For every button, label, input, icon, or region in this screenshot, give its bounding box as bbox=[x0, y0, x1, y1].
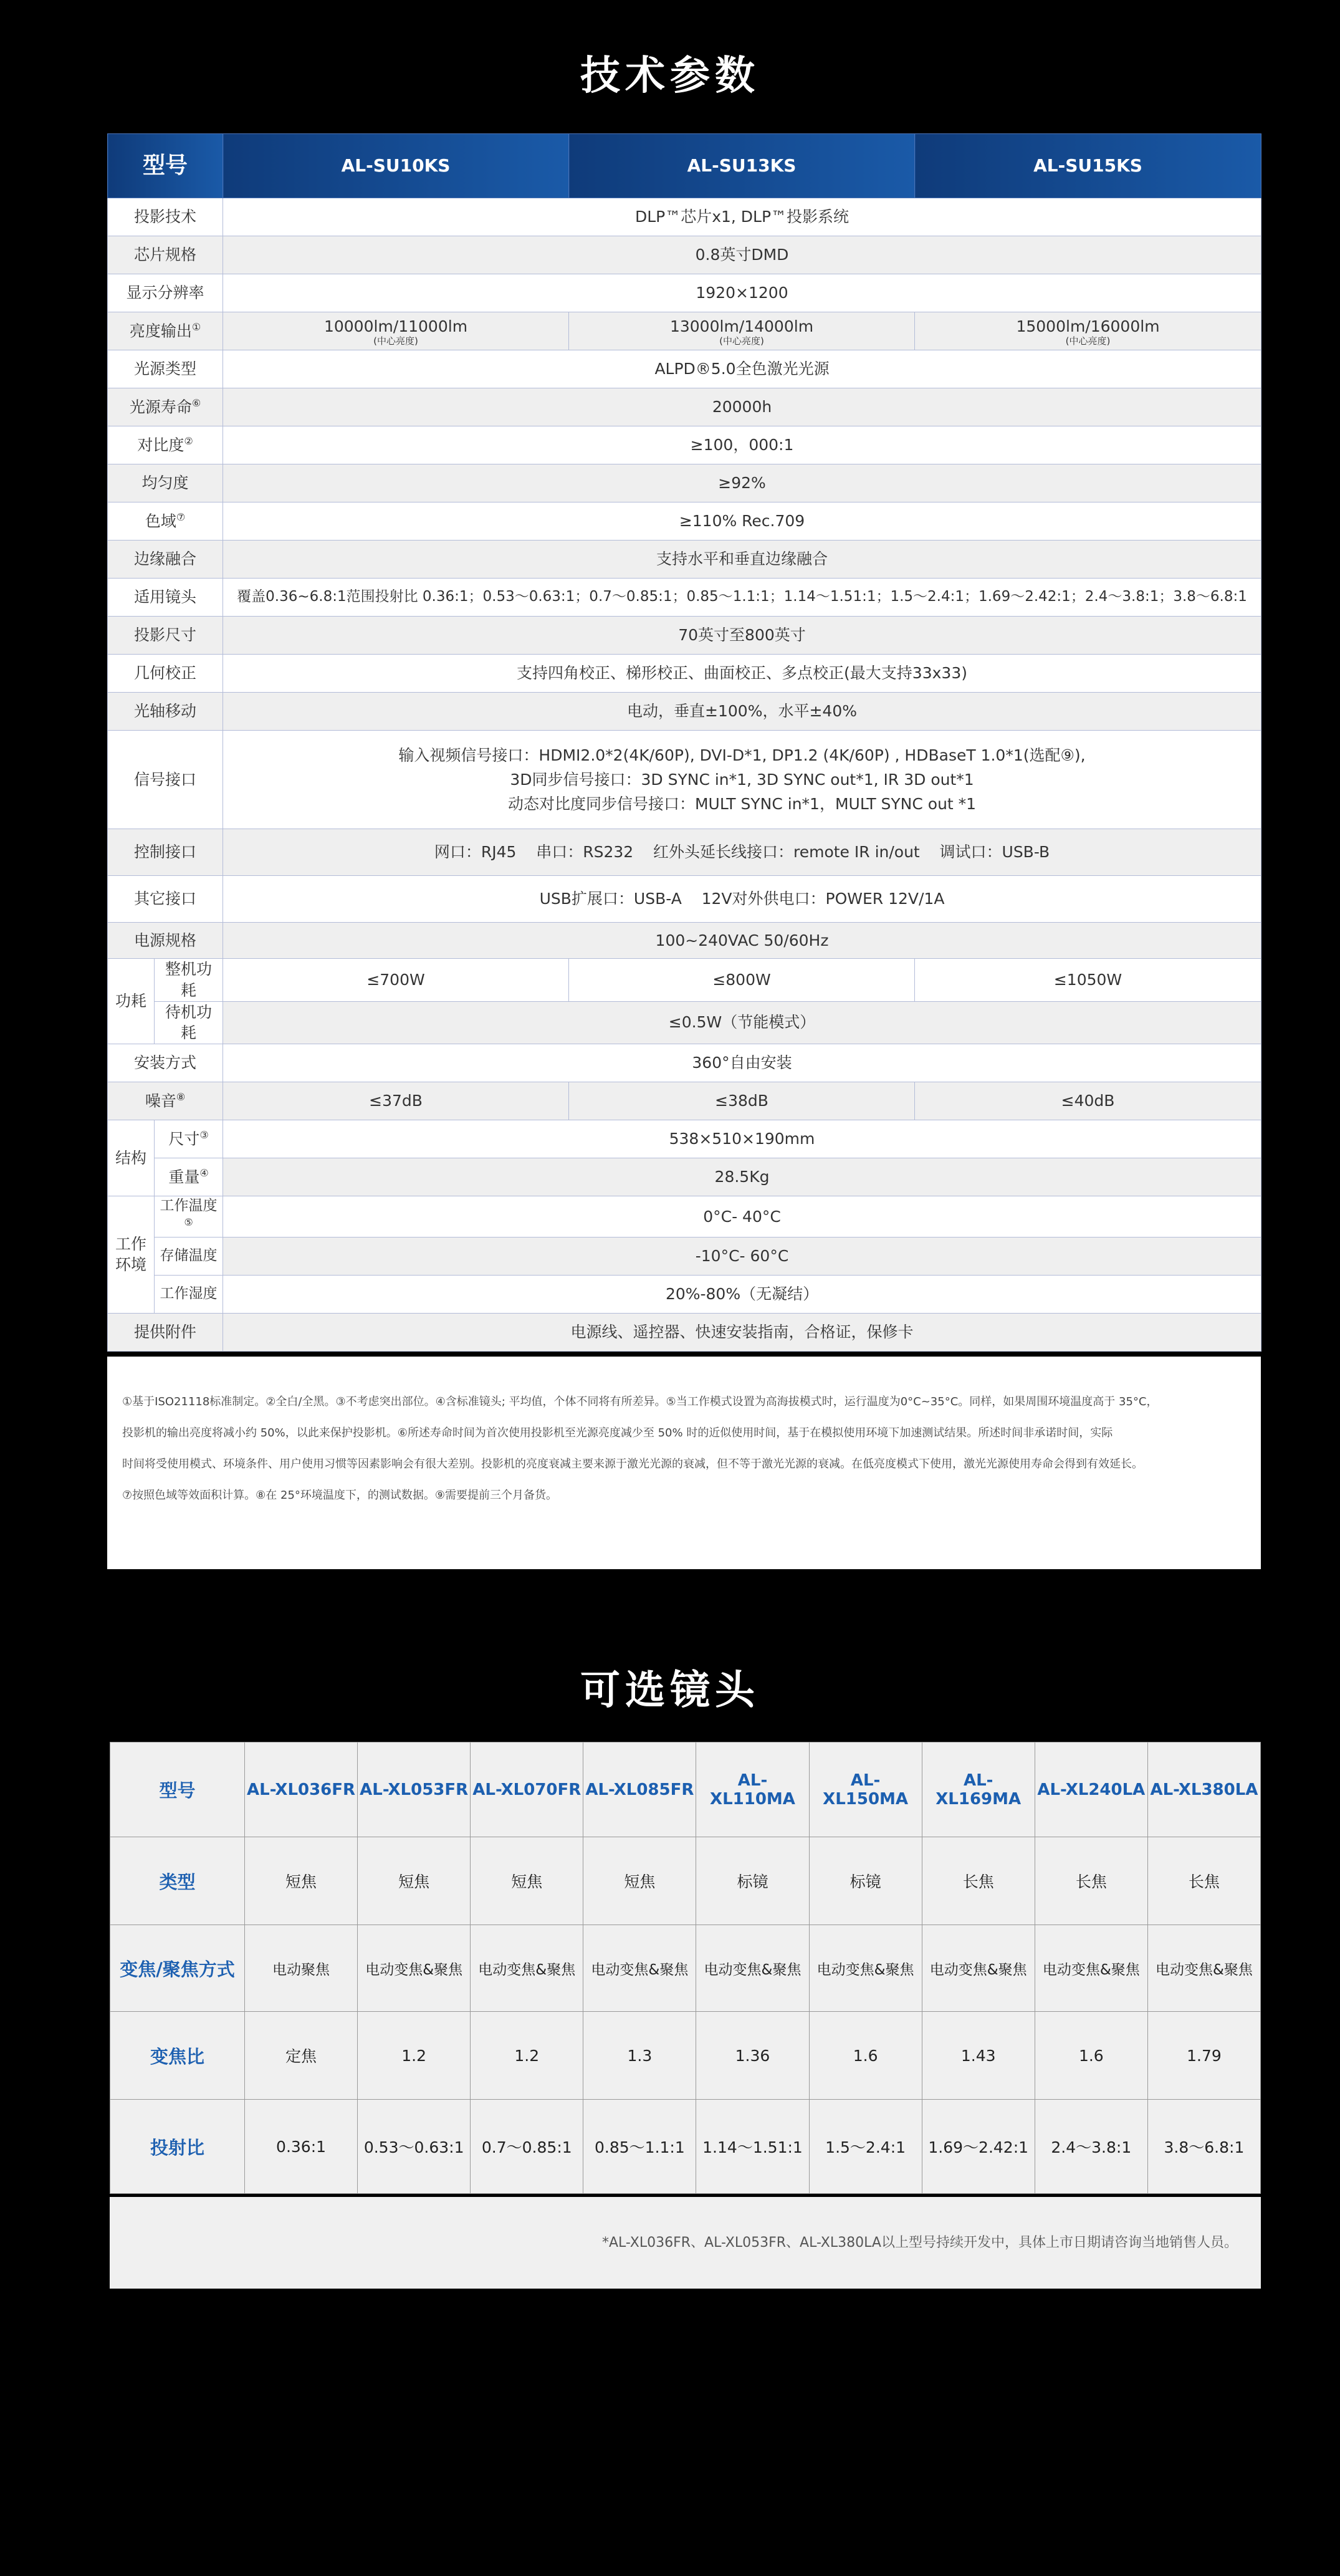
row-label: 待机功耗 bbox=[155, 1001, 223, 1044]
row-label: 边缘融合 bbox=[108, 541, 223, 579]
lens-cell: 短焦 bbox=[583, 1837, 696, 1925]
lens-cell: AL-XL053FR bbox=[358, 1742, 471, 1837]
row-label: 信号接口 bbox=[108, 731, 223, 829]
row-life bbox=[108, 388, 1261, 426]
row-operating-temp bbox=[108, 1196, 1261, 1238]
footnote-mark: ⑦ bbox=[176, 511, 186, 523]
center-note: (中心亮度) bbox=[719, 335, 764, 347]
lens-cell: AL-XL070FR bbox=[471, 1742, 583, 1837]
lens-cell: 1.3 bbox=[583, 2012, 696, 2100]
row-value: USB扩展口：USB-A 12V对外供电口：POWER 12V/1A bbox=[223, 876, 1261, 923]
lens-cell: 电动变焦&聚焦 bbox=[809, 1925, 922, 2012]
row-label bbox=[155, 1158, 223, 1196]
row-label: 存储温度 bbox=[155, 1237, 223, 1275]
lens-row-label: 变焦比 bbox=[110, 2012, 245, 2100]
lens-cell: 电动变焦&聚焦 bbox=[922, 1925, 1035, 2012]
lens-cell: 定焦 bbox=[245, 2012, 358, 2100]
lens-cell: 1.2 bbox=[358, 2012, 471, 2100]
label-text: 色域 bbox=[145, 512, 176, 531]
row-value: 覆盖0.36~6.8:1范围投射比 0.36:1；0.53～0.63:1；0.7～0.85:1；0.85～1.1:1；1.14～1.51:1；1.5～2.4:1；1.69～2.42:1；2.4～3.8:1；3.8～6.8:1 bbox=[223, 579, 1261, 617]
lens-cell: 电动变焦&聚焦 bbox=[358, 1925, 471, 2012]
row-power-full bbox=[108, 959, 1261, 1002]
footnote-mark: ② bbox=[184, 435, 193, 447]
row-projection-tech bbox=[108, 198, 1261, 236]
row-value: DLP™芯片x1, DLP™投影系统 bbox=[223, 198, 1261, 236]
footnote-mark: ① bbox=[191, 320, 201, 333]
row-install bbox=[108, 1044, 1261, 1082]
label-text: 尺寸 bbox=[168, 1130, 200, 1148]
lens-table bbox=[110, 1742, 1261, 2194]
lens-cell: 短焦 bbox=[245, 1837, 358, 1925]
row-label: 光源类型 bbox=[108, 350, 223, 388]
row-value: 360°自由安装 bbox=[223, 1044, 1261, 1082]
footnote-line: ①基于ISO21118标准制定。②全白/全黑。③不考虑突出部位。④含标准镜头; 平均值，个体不同将有所差异。⑤当工作模式设置为高海拔模式时，运行温度为0°C~35°C。同样，如果周围环境温度高于 35°C， bbox=[122, 1395, 1158, 1408]
row-label bbox=[108, 312, 223, 350]
row-label bbox=[108, 426, 223, 464]
group-label-environment bbox=[108, 1196, 155, 1314]
row-label: 整机功耗 bbox=[155, 959, 223, 1002]
lens-cell: 2.4～3.8:1 bbox=[1035, 2100, 1147, 2194]
footnote-mark: ③ bbox=[199, 1128, 209, 1141]
row-label: 投影技术 bbox=[108, 198, 223, 236]
row-gamut bbox=[108, 502, 1261, 541]
row-value: 支持四角校正、梯形校正、曲面校正、多点校正(最大支持33x33) bbox=[223, 655, 1261, 693]
lens-cell: AL-XL380LA bbox=[1147, 1742, 1260, 1837]
row-label: 显示分辨率 bbox=[108, 274, 223, 312]
lens-cell: 长焦 bbox=[922, 1837, 1035, 1925]
lens-cell: 电动变焦&聚焦 bbox=[583, 1925, 696, 2012]
footnote-line: 投影机的输出亮度将减小约 50%，以此来保护投影机。⑥所述寿命时间为首次使用投影机至光源亮度减少至 50% 时的近似使用时间，基于在模拟使用环境下加速测试结果。所述时间非承诺时间，实际 bbox=[122, 1426, 1113, 1439]
lens-cell: 0.36:1 bbox=[245, 2100, 358, 2194]
lens-cell: 0.7～0.85:1 bbox=[471, 2100, 583, 2194]
lens-row-label: 类型 bbox=[110, 1837, 245, 1925]
row-lens bbox=[108, 579, 1261, 617]
row-uniformity bbox=[108, 464, 1261, 502]
lens-row-label: 投射比 bbox=[110, 2100, 245, 2194]
row-label: 其它接口 bbox=[108, 876, 223, 923]
lens-cell: AL-XL240LA bbox=[1035, 1742, 1147, 1837]
lens-cell: 长焦 bbox=[1147, 1837, 1260, 1925]
model-su10ks: AL-SU10KS bbox=[223, 134, 569, 198]
brightness-su13ks bbox=[569, 312, 915, 350]
label-text: 亮度输出 bbox=[129, 322, 192, 340]
row-value: ≥110% Rec.709 bbox=[223, 502, 1261, 541]
lens-cell: 1.79 bbox=[1147, 2012, 1260, 2100]
row-contrast bbox=[108, 426, 1261, 464]
lens-cell: 1.69～2.42:1 bbox=[922, 2100, 1035, 2194]
noise-su13ks: ≤38dB bbox=[569, 1082, 915, 1120]
row-value: ≥92% bbox=[223, 464, 1261, 502]
row-label bbox=[108, 388, 223, 426]
row-value: -10°C- 60°C bbox=[223, 1237, 1261, 1275]
row-label bbox=[108, 1082, 223, 1120]
row-chip bbox=[108, 236, 1261, 274]
lens-row-focus bbox=[110, 1925, 1261, 2012]
noise-su15ks: ≤40dB bbox=[915, 1082, 1261, 1120]
row-label: 工作湿度 bbox=[155, 1275, 223, 1313]
lens-row-model bbox=[110, 1742, 1261, 1837]
value-text: 10000lm/11000lm bbox=[323, 317, 468, 335]
model-header-label: 型号 bbox=[108, 134, 223, 198]
lens-cell: 0.85～1.1:1 bbox=[583, 2100, 696, 2194]
brightness-su15ks bbox=[915, 312, 1261, 350]
lens-cell: 短焦 bbox=[358, 1837, 471, 1925]
row-value: 电源线、遥控器、快速安装指南，合格证，保修卡 bbox=[223, 1313, 1261, 1351]
lens-cell: 长焦 bbox=[1035, 1837, 1147, 1925]
row-noise bbox=[108, 1082, 1261, 1120]
row-power-spec bbox=[108, 923, 1261, 959]
row-geometry bbox=[108, 655, 1261, 693]
value-text: 15000lm/16000lm bbox=[1016, 317, 1160, 335]
label-text: 对比度 bbox=[137, 436, 184, 454]
lens-cell: 1.43 bbox=[922, 2012, 1035, 2100]
row-label: 适用镜头 bbox=[108, 579, 223, 617]
footnote-line: 时间将受使用模式、环境条件、用户使用习惯等因素影响会有很大差别。投影机的亮度衰减主要来源于激光光源的衰减，但不等于激光光源的衰减。在低亮度模式下使用，激光光源使用寿命会得到有效延长。 bbox=[122, 1458, 1143, 1471]
row-label bbox=[108, 502, 223, 541]
row-weight bbox=[108, 1158, 1261, 1196]
row-value: 20%-80%（无凝结） bbox=[223, 1275, 1261, 1313]
lens-cell: 标镜 bbox=[696, 1837, 809, 1925]
power-su15ks: ≤1050W bbox=[915, 959, 1261, 1002]
signal-line-2: 3D同步信号接口：3D SYNC in*1, 3D SYNC out*1, IR 3D out*1 bbox=[510, 771, 974, 789]
label-text: 重量 bbox=[168, 1168, 200, 1186]
label-text: 工作温度 bbox=[160, 1198, 218, 1214]
row-value: 538×510×190mm bbox=[223, 1120, 1261, 1158]
brightness-su10ks bbox=[223, 312, 569, 350]
row-value: ≤0.5W（节能模式） bbox=[223, 1001, 1261, 1044]
row-dimensions bbox=[108, 1120, 1261, 1158]
row-label: 芯片规格 bbox=[108, 236, 223, 274]
lens-cell: 短焦 bbox=[471, 1837, 583, 1925]
row-brightness bbox=[108, 312, 1261, 350]
group-label-power: 功耗 bbox=[108, 959, 155, 1044]
lens-cell: 3.8～6.8:1 bbox=[1147, 2100, 1260, 2194]
lens-cell: 1.6 bbox=[1035, 2012, 1147, 2100]
lens-cell: AL-XL110MA bbox=[696, 1742, 809, 1837]
row-value: 1920×1200 bbox=[223, 274, 1261, 312]
power-su13ks: ≤800W bbox=[569, 959, 915, 1002]
row-other-ports bbox=[108, 876, 1261, 923]
footnote-mark: ⑤ bbox=[184, 1216, 193, 1229]
row-value: 支持水平和垂直边缘融合 bbox=[223, 541, 1261, 579]
model-su13ks: AL-SU13KS bbox=[569, 134, 915, 198]
lens-cell: 标镜 bbox=[809, 1837, 922, 1925]
row-control bbox=[108, 829, 1261, 876]
row-label: 均匀度 bbox=[108, 464, 223, 502]
lens-cell: 电动变焦&聚焦 bbox=[471, 1925, 583, 2012]
row-value: ALPD®5.0全色激光光源 bbox=[223, 350, 1261, 388]
row-storage-temp bbox=[108, 1237, 1261, 1275]
row-label: 几何校正 bbox=[108, 655, 223, 693]
lens-row-zoom bbox=[110, 2012, 1261, 2100]
lens-cell: 1.14～1.51:1 bbox=[696, 2100, 809, 2194]
row-label: 提供附件 bbox=[108, 1313, 223, 1351]
label-line: 工作 bbox=[115, 1234, 146, 1253]
row-humidity bbox=[108, 1275, 1261, 1313]
row-label: 投影尺寸 bbox=[108, 617, 223, 655]
lens-cell: 电动变焦&聚焦 bbox=[696, 1925, 809, 2012]
signal-line-1: 输入视频信号接口：HDMI2.0*2(4K/60P), DVI-D*1, DP1.2 (4K/60P) , HDBaseT 1.0*1(选配⑨), bbox=[398, 746, 1086, 764]
model-su15ks: AL-SU15KS bbox=[915, 134, 1261, 198]
row-value: 电动，垂直±100%，水平±40% bbox=[223, 693, 1261, 731]
row-value: 28.5Kg bbox=[223, 1158, 1261, 1196]
row-value bbox=[223, 731, 1261, 829]
row-label: 安装方式 bbox=[108, 1044, 223, 1082]
row-value: 70英寸至800英寸 bbox=[223, 617, 1261, 655]
row-value: 网口：RJ45 串口：RS232 红外头延长线接口：remote IR in/out 调试口：USB-B bbox=[223, 829, 1261, 876]
row-label bbox=[155, 1120, 223, 1158]
lens-row-type bbox=[110, 1837, 1261, 1925]
spec-table bbox=[107, 133, 1261, 1352]
spec-header-row bbox=[108, 134, 1261, 198]
lens-cell: 0.53～0.63:1 bbox=[358, 2100, 471, 2194]
lens-cell: 1.36 bbox=[696, 2012, 809, 2100]
row-value: 20000h bbox=[223, 388, 1261, 426]
footnote-mark: ⑧ bbox=[176, 1090, 186, 1103]
lens-cell: AL-XL085FR bbox=[583, 1742, 696, 1837]
footnote-mark: ⑥ bbox=[191, 396, 201, 409]
label-text: 光源寿命 bbox=[129, 398, 192, 416]
lens-cell: 1.5～2.4:1 bbox=[809, 2100, 922, 2194]
lens-row-label: 型号 bbox=[110, 1742, 245, 1837]
row-blending bbox=[108, 541, 1261, 579]
lens-section-title: 可选镜头 bbox=[580, 1668, 760, 1714]
row-value: 100~240VAC 50/60Hz bbox=[223, 923, 1261, 959]
row-resolution bbox=[108, 274, 1261, 312]
lens-cell: AL-XL036FR bbox=[245, 1742, 358, 1837]
lens-cell: AL-XL150MA bbox=[809, 1742, 922, 1837]
label-line: 环境 bbox=[115, 1256, 146, 1274]
row-light-source bbox=[108, 350, 1261, 388]
row-label bbox=[155, 1196, 223, 1238]
row-power-standby bbox=[108, 1001, 1261, 1044]
row-shift bbox=[108, 693, 1261, 731]
row-label: 电源规格 bbox=[108, 923, 223, 959]
footnote-mark: ④ bbox=[199, 1166, 209, 1179]
power-su10ks: ≤700W bbox=[223, 959, 569, 1002]
lens-cell: 电动变焦&聚焦 bbox=[1147, 1925, 1260, 2012]
row-label: 光轴移动 bbox=[108, 693, 223, 731]
lens-cell: 电动变焦&聚焦 bbox=[1035, 1925, 1147, 2012]
lens-cell: 1.6 bbox=[809, 2012, 922, 2100]
row-value: 0°C- 40°C bbox=[223, 1196, 1261, 1238]
lens-footnote: *AL-XL036FR、AL-XL053FR、AL-XL380LA以上型号持续开发中，具体上市日期请咨询当地销售人员。 bbox=[110, 2197, 1261, 2289]
lens-cell: AL-XL169MA bbox=[922, 1742, 1035, 1837]
lens-cell: 1.2 bbox=[471, 2012, 583, 2100]
label-text: 噪音 bbox=[145, 1092, 176, 1110]
footnote-line: ⑦按照色域等效面积计算。⑧在 25°环境温度下，的测试数据。⑨需要提前三个月备货。 bbox=[122, 1489, 558, 1502]
row-signal bbox=[108, 731, 1261, 829]
row-value: ≥100，000:1 bbox=[223, 426, 1261, 464]
row-size bbox=[108, 617, 1261, 655]
center-note: (中心亮度) bbox=[1065, 335, 1111, 347]
noise-su10ks: ≤37dB bbox=[223, 1082, 569, 1120]
center-note: (中心亮度) bbox=[373, 335, 418, 347]
value-text: 13000lm/14000lm bbox=[669, 317, 814, 335]
spec-section-title: 技术参数 bbox=[580, 53, 760, 99]
signal-line-3: 动态对比度同步信号接口：MULT SYNC in*1，MULT SYNC out *1 bbox=[507, 795, 977, 813]
row-value: 0.8英寸DMD bbox=[223, 236, 1261, 274]
footnotes bbox=[107, 1357, 1261, 1569]
row-label: 控制接口 bbox=[108, 829, 223, 876]
lens-row-throw bbox=[110, 2100, 1261, 2194]
lens-row-label: 变焦/聚焦方式 bbox=[110, 1925, 245, 2012]
lens-cell: 电动聚焦 bbox=[245, 1925, 358, 2012]
row-accessories bbox=[108, 1313, 1261, 1351]
group-label-structure: 结构 bbox=[108, 1120, 155, 1196]
